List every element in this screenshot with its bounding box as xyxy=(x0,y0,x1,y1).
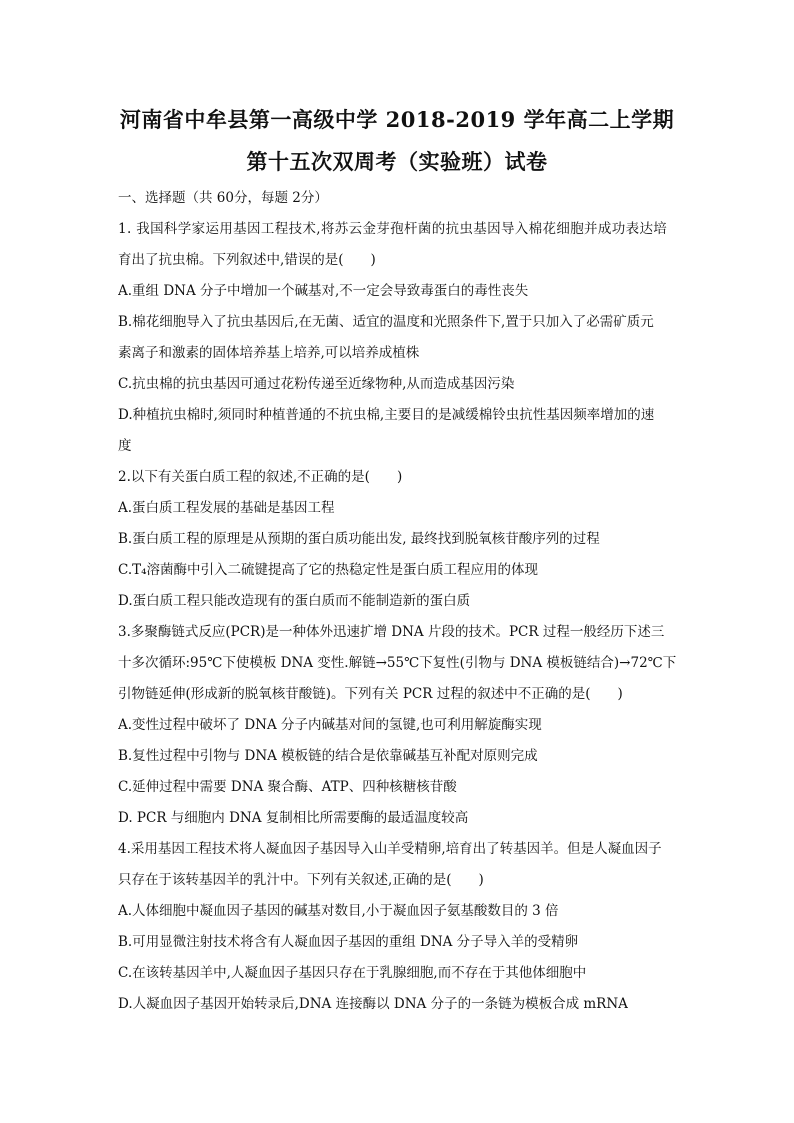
question-4-stem-line-2: 只存在于该转基因羊的乳汁中。下列有关叙述,正确的是( ) xyxy=(118,872,484,888)
question-2-stem-line-1: 2.以下有关蛋白质工程的叙述,不正确的是( ) xyxy=(118,469,403,485)
question-1-option-d-line-1: D.种植抗虫棉时,须同时种植普通的不抗虫棉,主要目的是减缓棉铃虫抗性基因频率增加的速 xyxy=(118,407,655,423)
section-heading: 一、选择题（共 60分，每题 2分） xyxy=(118,190,328,206)
question-4-option-d: D.人凝血因子基因开始转录后,DNA 连接酶以 DNA 分子的一条链为模板合成 mRNA xyxy=(118,996,628,1012)
question-4-option-a: A.人体细胞中凝血因子基因的碱基对数目,小于凝血因子氨基酸数目的 3 倍 xyxy=(118,903,559,919)
question-1-stem-line-2: 育出了抗虫棉。下列叙述中,错误的是( ) xyxy=(118,252,376,268)
question-3-stem-line-1: 3.多聚酶链式反应(PCR)是一种体外迅速扩增 DNA 片段的技术。PCR 过程一般经历下述三 xyxy=(118,624,665,640)
question-1-option-b-line-1: B.棉花细胞导入了抗虫基因后,在无菌、适宜的温度和光照条件下,置于只加入了必需矿质元 xyxy=(118,314,654,330)
question-2-option-c: C.T₄溶菌酶中引入二硫键提高了它的热稳定性是蛋白质工程应用的体现 xyxy=(118,562,539,578)
question-3-option-c: C.延伸过程中需要 DNA 聚合酶、ATP、四种核糖核苷酸 xyxy=(118,779,457,795)
question-2-option-a: A.蛋白质工程发展的基础是基因工程 xyxy=(118,500,335,516)
question-3-option-b: B.复性过程中引物与 DNA 模板链的结合是依靠碱基互补配对原则完成 xyxy=(118,748,538,764)
exam-content xyxy=(118,183,678,1020)
question-4-option-b: B.可用显微注射技术将含有人凝血因子基因的重组 DNA 分子导入羊的受精卵 xyxy=(118,934,579,950)
question-3-option-d: D. PCR 与细胞内 DNA 复制相比所需要酶的最适温度较高 xyxy=(118,810,469,826)
question-1 xyxy=(118,214,678,462)
exam-title-line-1: 河南省中牟县第一高级中学 2018-2019 学年高二上学期 xyxy=(119,107,675,132)
question-3-stem-line-2: 十多次循环:95℃下使模板 DNA 变性.解链→55℃下复性(引物与 DNA 模板链结合)→72℃下 xyxy=(118,655,677,671)
question-1-option-b-line-2: 素离子和激素的固体培养基上培养,可以培养成植株 xyxy=(118,345,420,361)
exam-title-line-2: 第十五次双周考（实验班）试卷 xyxy=(246,149,548,174)
question-1-stem-line-1: 1. 我国科学家运用基因工程技术,将苏云金芽孢杆菌的抗虫基因导入棉花细胞并成功表达培 xyxy=(118,221,668,237)
question-3-stem-line-3: 引物链延伸(形成新的脱氧核苷酸链)。下列有关 PCR 过程的叙述中不正确的是( ) xyxy=(118,686,623,702)
question-4-stem-line-1: 4.采用基因工程技术将人凝血因子基因导入山羊受精卵,培育出了转基因羊。但是人凝血因子 xyxy=(118,841,662,857)
question-4-option-c: C.在该转基因羊中,人凝血因子基因只存在于乳腺细胞,而不存在于其他体细胞中 xyxy=(118,965,587,981)
question-2-option-b: B.蛋白质工程的原理是从预期的蛋白质功能出发, 最终找到脱氧核苷酸序列的过程 xyxy=(118,531,600,547)
question-2 xyxy=(118,462,678,617)
question-4 xyxy=(118,834,678,1020)
question-1-option-d-line-2: 度 xyxy=(118,438,132,454)
question-2-option-d: D.蛋白质工程只能改造现有的蛋白质而不能制造新的蛋白质 xyxy=(118,593,471,609)
question-1-option-c: C.抗虫棉的抗虫基因可通过花粉传递至近缘物种,从而造成基因污染 xyxy=(118,376,515,392)
question-1-option-a: A.重组 DNA 分子中增加一个碱基对,不一定会导致毒蛋白的毒性丧失 xyxy=(118,283,529,299)
question-3-option-a: A.变性过程中破坏了 DNA 分子内碱基对间的氢键,也可利用解旋酶实现 xyxy=(118,717,542,733)
question-3 xyxy=(118,617,678,834)
